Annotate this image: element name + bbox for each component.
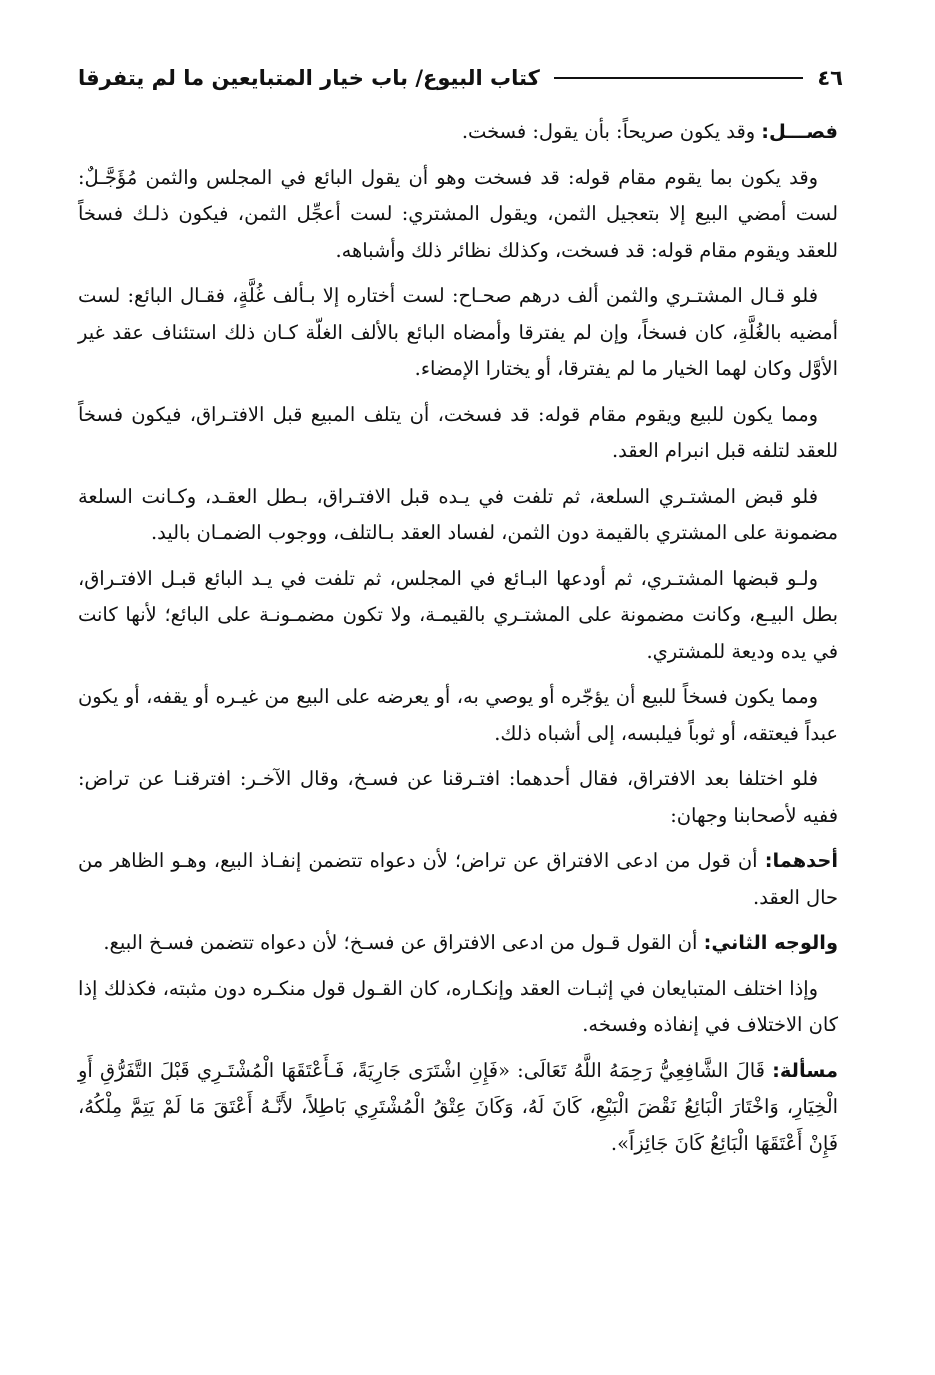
- paragraph-text: فلو قبض المشتـري السلعة، ثم تلفت في يـده قبل الافتـراق، بـطل العقـد، وكـانت السلعة مضمونة على المشتري بالقيمة دون الثمن، لفساد العقد بـالتلف، ووجوب الضمـان باليد.: [78, 484, 838, 544]
- paragraph-text: فلو قـال المشتـري والثمن ألف درهم صحـاح: لست أختاره إلا بـألف غُلَّةٍ، فقـال البائع: لست أمضيه بالغُلَّةِ، كان فسخاً، وإن لم يفترقا وأمضاه البائع بالألف الغلّة كـان ذلك استئناف عقد غير الأوَّل وكان لهما الخيار ما لم يفترقا، أو يختارا الإمضاء.: [78, 284, 838, 380]
- paragraph-text: ومما يكون للبيع ويقوم مقام قوله: قد فسخت، أن يتلف المبيع قبل الافتـراق، فيكون فسخاً للعقد لتلفه قبل انبرام العقد.: [78, 402, 838, 462]
- paragraph: [78, 114, 838, 151]
- paragraph-lead: مسألة:: [772, 1058, 838, 1082]
- paragraph: [78, 160, 838, 270]
- paragraph-lead: فصـــل:: [761, 120, 838, 143]
- paragraph: [78, 479, 838, 552]
- paragraph: [78, 561, 838, 671]
- paragraph: [78, 278, 838, 388]
- paragraph-lead: أحدهما:: [764, 849, 838, 872]
- body-text: [78, 114, 838, 1171]
- paragraph: [78, 925, 838, 962]
- paragraph-text: قَالَ الشَّافِعِيُّ رَحِمَهُ اللَّهُ تَعَالَى: «فَإِنِ اشْتَرَى جَارِيَةً، فَـأَعْتَقَهَا الْمُشْتَـرِي قَبْلَ التَّفَرُّقِ أَوِ الْخِيَارِ، وَاخْتَارَ الْبَائِعُ نَقْضَ الْبَيْعِ، كَانَ لَهُ، وَكَانَ عِتْقُ الْمُشْتَرِي بَاطِلاً، لأَنَّـهُ أَعْتَقَ مَا لَمْ يَتِمَّ مِلْكُهُ، فَإِنْ أَعْتَقَهَا الْبَائِعُ كَانَ جَائِزاً».: [78, 1058, 838, 1155]
- paragraph: [78, 1053, 838, 1163]
- paragraph-text: أن قول من ادعى الافتراق عن تراض؛ لأن دعواه تتضمن إنفـاذ البيع، وهـو الظاهر من حال العقد.: [78, 849, 838, 909]
- paragraph-text: فلو اختلفا بعد الافتراق، فقال أحدهما: افتـرقنا عن فسـخ، وقال الآخـر: افترقنـا عن تراض: ففيه لأصحابنا وجهان:: [78, 767, 838, 827]
- paragraph: [78, 761, 838, 834]
- paragraph-text: ومما يكون فسخاً للبيع أن يؤجّره أو يوصي به، أو يعرضه على البيع من غيـره أو يقفه، أو يكون عبداً فيعتقه، أو ثوباً فيلبسه، إلى أشباه ذلك.: [78, 685, 838, 745]
- paragraph: [78, 843, 838, 916]
- paragraph-text: ولـو قبضها المشتـري، ثم أودعها البـائع في المجلس، ثم تلفت في يـد البائع قبـل الافتـراق، بطل البيـع، وكانت مضمونة على المشتـري بالقيمـة، ولا تكون مضمـونـة على البائع؛ لأنها كانت في يده وديعة للمشتري.: [78, 566, 838, 663]
- paragraph-text: وقد يكون بما يقوم مقام قوله: قد فسخت وهو أن يقول البائع في المجلس والثمن مُؤَجَّـلٌ: لست أمضي البيع إلا بتعجيل الثمن، ويقول المشتري: لست أعجِّل الثمن، فيكون ذلـك فسخاً للعقد ويقوم مقام قوله: قد فسخت، وكذلك نظائر ذلك وأشباهه.: [78, 165, 838, 262]
- paragraph-lead: والوجه الثاني:: [703, 931, 838, 954]
- chapter-title: كتاب البيوع/ باب خيار المتبايعين ما لم يتفرقا: [78, 66, 540, 90]
- paragraph: [78, 397, 838, 470]
- paragraph: [78, 971, 838, 1044]
- page-number: ٤٦: [817, 66, 843, 90]
- paragraph-text: وقد يكون صريحاً: بأن يقول: فسخت.: [461, 120, 762, 143]
- paragraph-text: أن القول قـول من ادعى الافتراق عن فسـخ؛ لأن دعواه تتضمن فسـخ البيع.: [103, 931, 704, 954]
- paragraph: [78, 679, 838, 752]
- paragraph-text: وإذا اختلف المتبايعان في إثبـات العقد وإنكـاره، كان القـول قول منكـره دون مثبته، فكذلك إذا كان الاختلاف في إنفاذه وفسخه.: [78, 976, 838, 1036]
- running-header: [78, 58, 843, 98]
- header-rule: [554, 77, 804, 79]
